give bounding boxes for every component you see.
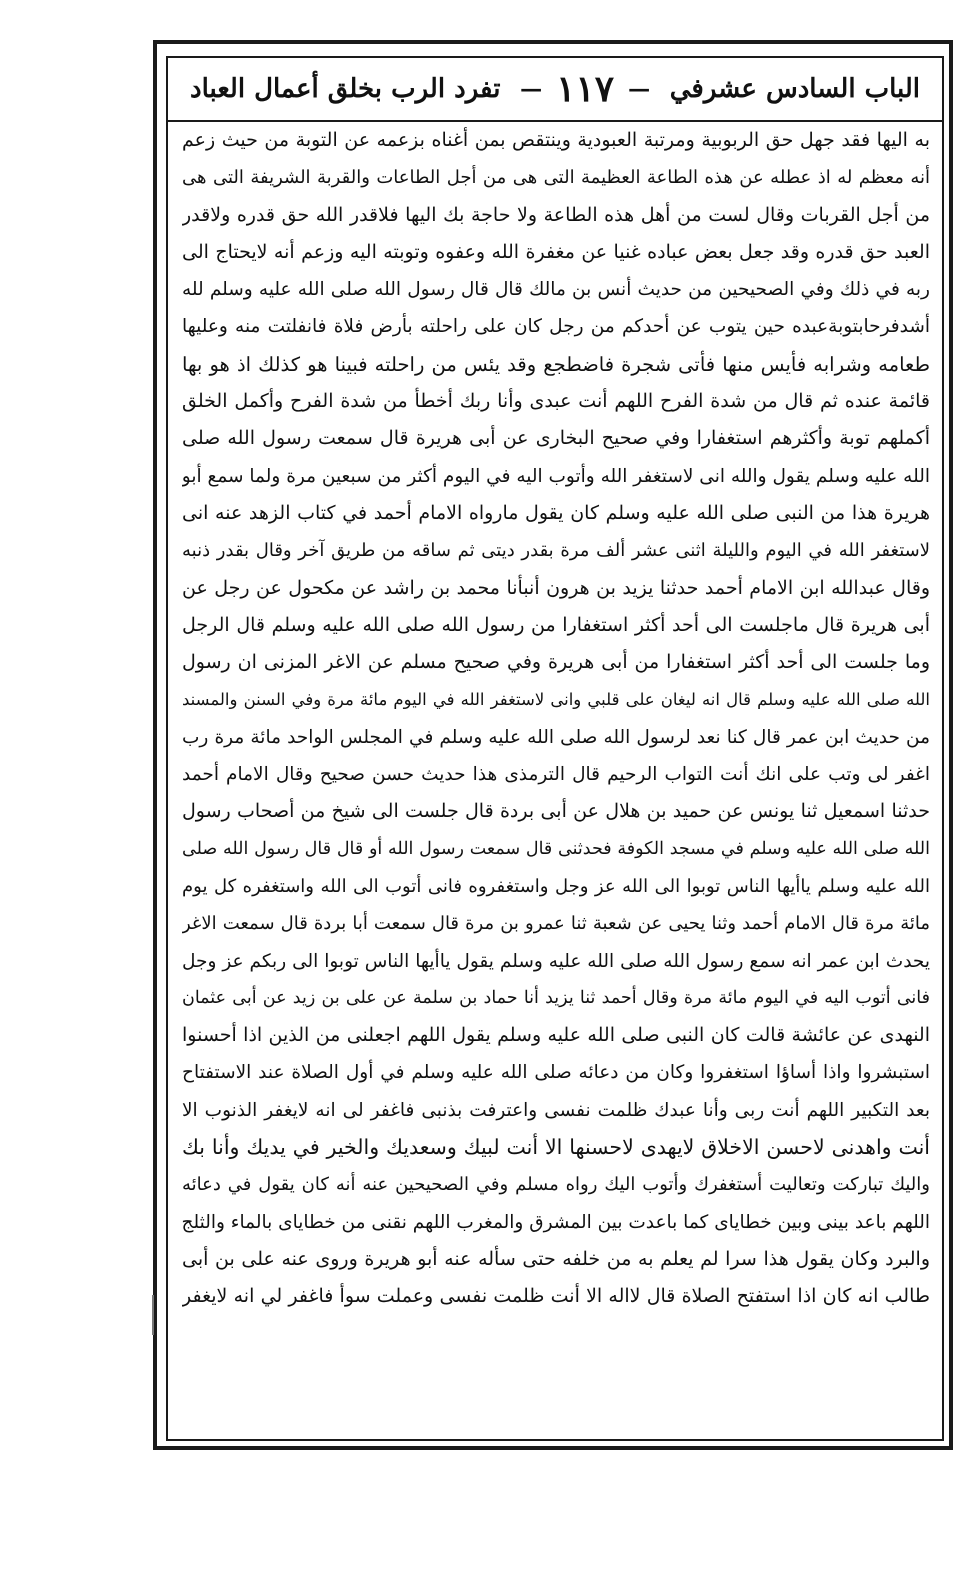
text-line: الله صلى الله عليه وسلم في مسجد الكوفة فحدثنى قال سمعت رسول الله أو قال قال رسول الله صلى: [182, 838, 930, 859]
body-text: [182, 122, 930, 1437]
text-line: بعد التكبير اللهم أنت ربى وأنا عبدك ظلمت نفسى واعترفت بذنبى فاغفر لى انه لايغفر الذنوب الا: [182, 1099, 930, 1121]
text-line: من أجل القربات وقال لست من أهل هذه الطاعة ولا حاجة بك اليها فلاقدر الله حق قدره ولاقدر: [182, 203, 930, 226]
text-line: الله صلى الله عليه وسلم قال انه ليغان على قلبي وانى لاستغفر الله في اليوم مائة مرة وفي السنن والمسند: [182, 690, 930, 710]
text-line: أبى هريرة قال ماجلست الى أحد أكثر استغفارا من رسول الله صلى الله عليه وسلم قال الرجل: [182, 613, 930, 636]
text-line: والبرد وكان يقول هذا سرا لم يعلم به من خلفه حتى سأله عنه أبو هريرة وروى عنه على بن أبى: [182, 1247, 930, 1270]
text-line: حدثنا اسمعيل ثنا يونس عن حميد بن هلال عن أبى بردة قال جلست الى شيخ من أصحاب رسول: [182, 800, 930, 823]
text-line: استبشروا واذا أساؤا استغفروا وكان من دعائه صلى الله عليه وسلم في أول الصلاة عند الاستفتاح: [182, 1062, 930, 1084]
text-line: من حديث ابن عمر قال كنا نعد لرسول الله صلى الله عليه وسلم في المجلس الواحد مائة مرة رب: [182, 726, 930, 748]
text-line: فانى أتوب اليه في اليوم مائة مرة وقال أحمد ثنا يزيد أنا حماد بن سلمة عن على بن زيد عن أبى عثمان: [182, 987, 930, 1008]
text-line: لاستغفر الله في اليوم والليلة اثنى عشر ألف مرة بقدر ديتى ثم ساقه من طريق آخر وقال بقدر ذنبه: [182, 540, 930, 562]
text-line: اللهم باعد بينى وبين خطاياى كما باعدت بين المشرق والمغرب اللهم نقنى من خطاياى بالماء والثلج: [182, 1211, 930, 1233]
page-number: ١١٧: [556, 68, 615, 110]
text-line: مائة مرة قال الامام أحمد وثنا يحيى عن شعبة ثنا عمرو بن مرة قال سمعت أبا بردة قال سمعت الاغر: [182, 913, 930, 935]
text-line: أشدفرحابتوبةعبده حين يتوب عن أحدكم من رجل كان على راحلته بأرض فلاة فانفلتت منه وعليها: [182, 316, 930, 338]
text-line: اغفر لى وتب على انك أنت التواب الرحيم قال الترمذى هذا حديث حسن صحيح وقال الامام أحمد: [182, 764, 930, 786]
text-line: أنت واهدنى لاحسن الاخلاق لايهدى لاحسنها الا أنت لبيك وسعديك والخير في يديك وأنا بك: [182, 1135, 930, 1160]
text-line: وما جلست الى أحد أكثر استغفارا من أبى هريرة وفي صحيح مسلم عن الاغر المزنى ان رسول: [182, 651, 930, 674]
page-number-group: [520, 68, 650, 110]
text-line: وقال عبدالله ابن الامام أحمد حدثنا يزيد بن هرون أنبأنا محمد بن راشد عن مكحول عن رجل عن: [182, 576, 930, 599]
page-header: [168, 58, 942, 120]
text-line: أكملهم توبة وأكثرهم استغفارا وفي صحيح البخارى عن أبى هريرة قال سمعت رسول الله صلى: [182, 427, 930, 450]
dash-right: —: [520, 76, 543, 102]
text-line: الله عليه وسلم يقول والله انى لاستغفر الله وأتوب اليه في اليوم أكثر من سبعين مرة ولما سمع أبو: [182, 465, 930, 487]
text-line: هريرة هذا من النبى صلى الله عليه وسلم كان يقول مارواه الامام أحمد في كتاب الزهد عنه انى: [182, 501, 930, 524]
text-line: قائمة عنده ثم قال من شدة الفرح اللهم أنت عبدى وأنا ربك أخطأ من شدة الفرح وأكمل الخلق: [182, 390, 930, 413]
text-line: ربه في ذلك وفي الصحيحين من حديث أنس بن مالك قال قال رسول الله صلى الله عليه وسلم لله: [182, 279, 930, 301]
text-line: الله عليه وسلم ياأيها الناس توبوا الى الله عز وجل واستغفروه فانى أتوب الى الله واستغفره كل يوم: [182, 875, 930, 897]
chapter-title: الباب السادس عشرفي: [669, 74, 920, 104]
text-line: طالب انه كان اذا استفتح الصلاة قال لااله الا أنت ظلمت نفسى وعملت سوأ فاغفر لي انه لايغفر: [182, 1285, 930, 1308]
text-line: طعامه وشرابه فأيس منها فأتى شجرة فاضطجع وقد يئس من راحلته فبينا هو كذلك اذ هو بها: [182, 352, 930, 376]
text-line: النهدى عن عائشة قالت كان النبى صلى الله عليه وسلم يقول اللهم اجعلنى من الذين اذا أحسنوا: [182, 1024, 930, 1047]
text-line: واليك تباركت وتعاليت أستغفرك وأتوب اليك رواه مسلم وفي الصحيحين عنه أنه كان يقول في دعائه: [182, 1174, 930, 1196]
text-line: يحدث ابن عمر انه سمع رسول الله صلى الله عليه وسلم يقول ياأيها الناس توبوا الى ربكم عز وجل: [182, 950, 930, 972]
text-line: العبد حق قدره وقد جعل بعض عباده غنيا عن مغفرة الله وعفوه وتوبته اليه وزعم أنه لايحتاج الى: [182, 240, 930, 263]
section-title: تفرد الرب بخلق أعمال العباد: [190, 74, 501, 104]
text-line: أنه معظم له اذ عطله عن هذه الطاعة العظيمة التى هى من أجل الطاعات والقربة الشريفة التى هى: [182, 167, 930, 189]
dash-left: —: [628, 76, 651, 102]
text-line: به اليها فقد جهل حق الربوبية ومرتبة العبودية وينتقص بمن أغناه بزعمه عن التوبة من حيث زعم: [182, 129, 930, 151]
scan-mark: [152, 1295, 154, 1335]
